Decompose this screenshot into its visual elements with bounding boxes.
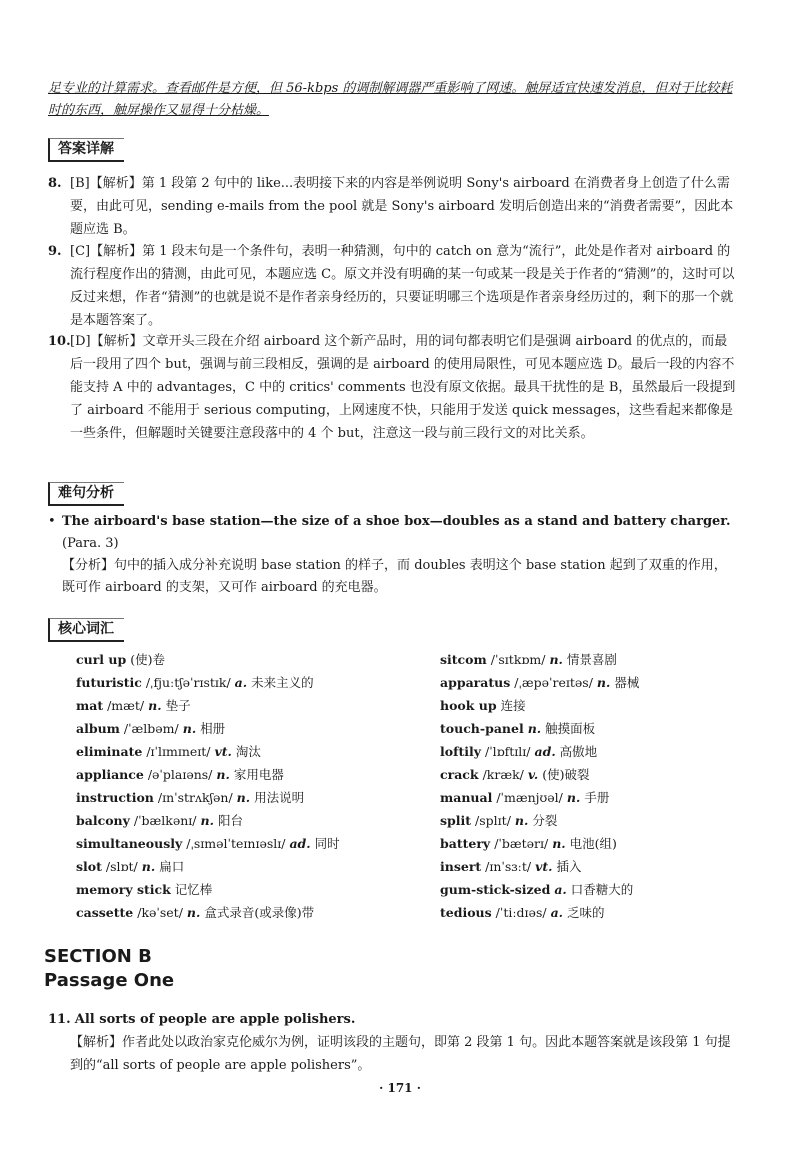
vocab-pos: vt. [535, 859, 553, 874]
vocab-entry [440, 878, 639, 901]
section-title: SECTION B [44, 946, 152, 967]
vocab-entry [76, 648, 340, 671]
vocab-meaning: 器械 [614, 675, 640, 690]
vocab-word: futuristic [76, 675, 142, 690]
vocab-word: tedious [440, 905, 492, 920]
sentence-analysis: 【分析】句中的插入成分补充说明 base station 的样子，而 doubles 表明这个 base station 起到了双重的作用，既可作 airboard 的支架，又可作 airboard 的充电器。 [62, 558, 727, 595]
vocab-word: apparatus [440, 675, 511, 690]
vocab-entry [76, 717, 340, 740]
vocab-word: touch-panel [440, 721, 524, 736]
vocab-pos: n. [596, 675, 611, 690]
vocab-entry [440, 786, 639, 809]
answer-number: 11. [48, 1012, 71, 1027]
vocab-phonetic: /ˈlɒftɪlɪ/ [484, 744, 531, 759]
vocab-left-column [76, 648, 340, 924]
vocab-pos: v. [527, 767, 539, 782]
vocab-word: battery [440, 836, 491, 851]
answer-item-8 [48, 172, 738, 241]
vocab-pos: n. [552, 836, 566, 851]
answer-text: [C]【解析】第 1 段末句是一个条件句，表明一种猜测，句中的 catch on 意为“流行”，此处是作者对 airboard 的流行程度作出的猜测，由此可见，本题应选 C。原文并没有明确的某一句或某一段是关于作者的“猜测”的，这时可以反过来想，作者“猜测”的也就是说不是作者亲身经历的，只要证明哪三个选项是作者亲身经历过的，剩下的那一个就是本题答案了。 [70, 244, 735, 328]
vocab-phonetic: /ˌsɪməlˈteɪnɪəslɪ/ [186, 836, 286, 851]
vocab-meaning: 同时 [314, 836, 340, 851]
page-number: · 171 · [379, 1081, 421, 1095]
vocab-meaning: 高傲地 [559, 744, 598, 759]
vocab-pos: n. [141, 859, 156, 874]
answer-number: 9. [48, 244, 62, 259]
vocab-word: cassette [76, 905, 134, 920]
vocab-entry [76, 855, 340, 878]
difficult-sentence: The airboard's base station—the size of a shoe box—doubles as a stand and battery charger. [62, 514, 731, 529]
vocab-entry [76, 786, 340, 809]
vocab-entry [76, 832, 340, 855]
vocab-phonetic: /ˌæpəˈreɪtəs/ [514, 675, 593, 690]
difficult-sentence-block [48, 511, 738, 599]
vocab-word: eliminate [76, 744, 143, 759]
vocab-entry [76, 740, 340, 763]
vocab-pos: n. [182, 721, 197, 736]
vocab-phonetic: /ɪnˈsɜːt/ [485, 859, 532, 874]
vocab-meaning: 口香糖大的 [570, 882, 634, 897]
vocab-entry [440, 694, 639, 717]
vocab-word: crack [440, 767, 479, 782]
vocab-pos: n. [186, 905, 201, 920]
vocab-meaning: 手册 [584, 790, 610, 805]
vocab-word: slot [76, 859, 102, 874]
vocab-word: manual [440, 790, 493, 805]
vocab-meaning: 插入 [556, 859, 582, 874]
vocab-word: curl up [76, 652, 127, 667]
vocab-entry [76, 878, 340, 901]
vocab-entry [440, 671, 639, 694]
vocab-pos: n. [549, 652, 563, 667]
vocab-pos: n. [514, 813, 529, 828]
vocab-entry [440, 648, 639, 671]
vocab-pos: a. [234, 675, 248, 690]
vocab-word: instruction [76, 790, 154, 805]
vocab-phonetic: /ˈtiːdɪəs/ [495, 905, 547, 920]
vocab-meaning: 连接 [500, 698, 526, 713]
vocab-entry [76, 671, 340, 694]
vocab-heading: 核心词汇 [48, 618, 124, 642]
vocab-word: insert [440, 859, 482, 874]
vocab-pos: vt. [214, 744, 232, 759]
paragraph-ref: (Para. 3) [62, 536, 119, 551]
vocab-meaning: 电池(组) [569, 836, 617, 851]
answer-item-9 [48, 240, 738, 332]
vocab-phonetic: /ˈsɪtkɒm/ [490, 652, 546, 667]
vocab-word: sitcom [440, 652, 487, 667]
vocab-entry [440, 901, 639, 924]
answer-number: 8. [48, 176, 62, 191]
answer-item-10 [48, 330, 738, 445]
vocab-meaning: 扁口 [159, 859, 185, 874]
vocab-meaning: 情景喜剧 [566, 652, 617, 667]
vocab-meaning: (使)破裂 [542, 767, 590, 782]
vocab-entry [440, 740, 639, 763]
vocab-word: balcony [76, 813, 130, 828]
vocab-phonetic: /ˈmænjʊəl/ [496, 790, 563, 805]
vocab-meaning: 盒式录音(或录像)带 [204, 905, 315, 920]
vocab-word: mat [76, 698, 104, 713]
vocab-phonetic: /slɒt/ [105, 859, 138, 874]
vocab-word: album [76, 721, 120, 736]
intro-text: 足专业的计算需求。查看邮件是方便，但 56-kbps 的调制解调器严重影响了网速。触屏适宜快速发消息，但对于比较耗时的东西，触屏操作又显得十分枯燥。 [48, 81, 733, 118]
vocab-entry [440, 717, 639, 740]
vocab-word: gum-stick-sized [440, 882, 551, 897]
vocab-meaning: 记忆棒 [174, 882, 213, 897]
difficult-heading: 难句分析 [48, 482, 124, 506]
intro-paragraph [48, 78, 738, 122]
passage-title: Passage One [44, 970, 175, 991]
vocab-pos: a. [550, 905, 564, 920]
vocab-meaning: 阳台 [217, 813, 243, 828]
vocab-meaning: 用法说明 [254, 790, 305, 805]
vocab-entry [440, 809, 639, 832]
vocab-phonetic: /kəˈset/ [137, 905, 183, 920]
vocab-entry [76, 809, 340, 832]
vocab-right-column [440, 648, 639, 924]
vocab-meaning: 垫子 [165, 698, 191, 713]
vocab-meaning: 乏味的 [567, 905, 605, 920]
vocab-meaning: 淘汰 [235, 744, 261, 759]
vocab-phonetic: /ɪˈlɪmɪneɪt/ [146, 744, 211, 759]
vocab-phonetic: /ˈælbəm/ [123, 721, 179, 736]
answer-text: [B]【解析】第 1 段第 2 句中的 like...表明接下来的内容是举例说明 Sony's airboard 在消费者身上创造了什么需要，由此可见，sending e-mails from the pool 就是 Sony's airboard 发明后创造出来的“消费者需要”，因此本题应选 B。 [70, 176, 734, 237]
vocab-entry [76, 694, 340, 717]
answer-stem: All sorts of people are apple polishers. [74, 1012, 356, 1027]
section-b-header [44, 945, 174, 993]
vocab-word: hook up [440, 698, 497, 713]
vocab-entry [440, 763, 639, 786]
vocab-phonetic: /ˌfjuːtʃəˈrɪstɪk/ [145, 675, 231, 690]
vocab-word: split [440, 813, 472, 828]
vocab-phonetic: /kræk/ [482, 767, 524, 782]
answer-item-11 [48, 1008, 738, 1077]
answer-text: 【解析】作者此处以政治家克伦威尔为例，证明该段的主题句，即第 2 段第 1 句。因此本题答案就是该段第 1 句提到的“all sorts of people are apple polishers”。 [70, 1035, 731, 1073]
vocab-pos: n. [148, 698, 162, 713]
vocab-phonetic: /ɪnˈstrʌkʃən/ [157, 790, 233, 805]
vocab-pos: n. [527, 721, 542, 736]
answer-text: [D]【解析】文章开头三段在介绍 airboard 这个新产品时，用的词句都表明它们是强调 airboard 的优点的，而最后一段用了四个 but，强调与前三段相反，强调的是 airboard 的使用局限性，可见本题应选 D。最后一段的内容不能支持 A 中的 advantages，C 中的 critics' comments 也没有原文依据。最具干扰性的是 B，虽然最后一段提到了 airboard 不能用于 serious computing，上网速度不快，只能用于发送 quick messages，这些看起来都像是一些条件，但解题时关键要注意段落中的 4 个 but，注意这一段与前三段行文的对比关系。 [70, 334, 736, 441]
vocab-word: loftily [440, 744, 481, 759]
answer-number: 10. [48, 334, 71, 349]
bullet: • [48, 514, 56, 529]
vocab-pos: n. [566, 790, 581, 805]
vocab-meaning: 相册 [200, 721, 226, 736]
vocab-phonetic: /əˈplaɪəns/ [147, 767, 213, 782]
vocab-meaning: (使)卷 [130, 652, 165, 667]
vocab-pos: a. [554, 882, 567, 897]
vocab-phonetic: /ˈbætərɪ/ [494, 836, 549, 851]
vocab-meaning: 分裂 [532, 813, 558, 828]
vocab-pos: ad. [534, 744, 556, 759]
vocab-meaning: 家用电器 [233, 767, 284, 782]
vocab-entry [76, 901, 340, 924]
vocab-entry [76, 763, 340, 786]
vocab-meaning: 未来主义的 [251, 675, 314, 690]
vocab-word: simultaneously [76, 836, 183, 851]
vocab-meaning: 触摸面板 [545, 721, 596, 736]
vocab-phonetic: /splɪt/ [475, 813, 511, 828]
vocab-pos: n. [200, 813, 214, 828]
vocab-entry [440, 855, 639, 878]
vocab-phonetic: /mæt/ [107, 698, 145, 713]
vocab-pos: n. [236, 790, 251, 805]
answers-heading: 答案详解 [48, 138, 124, 162]
vocab-phonetic: /ˈbælkənɪ/ [133, 813, 197, 828]
vocab-entry [440, 832, 639, 855]
vocab-pos: ad. [289, 836, 311, 851]
vocab-pos: n. [216, 767, 230, 782]
vocab-word: memory stick [76, 882, 171, 897]
vocab-word: appliance [76, 767, 144, 782]
